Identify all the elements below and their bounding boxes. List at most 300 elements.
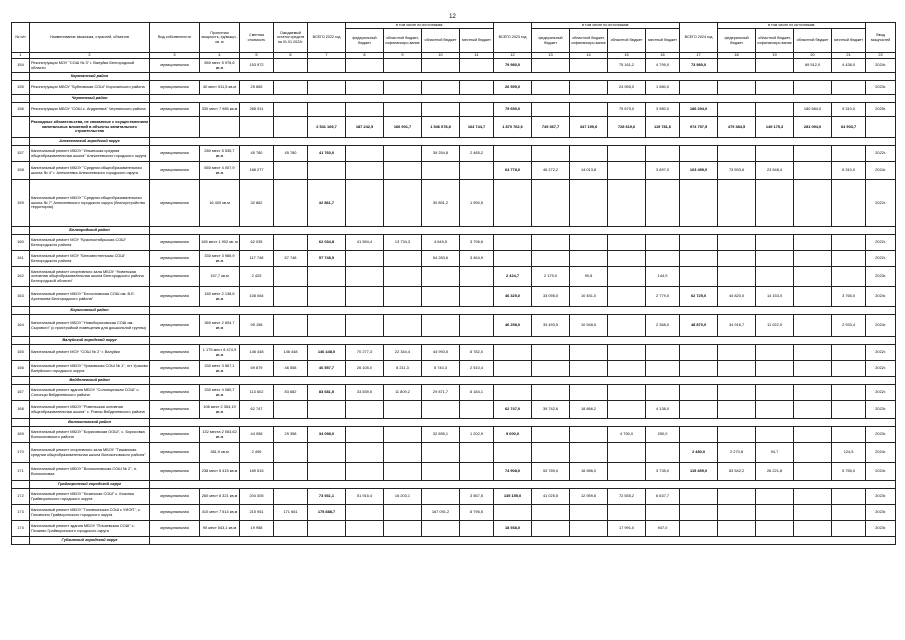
summary-cell: 64 903,7	[832, 117, 866, 138]
table-cell	[832, 361, 866, 377]
table-cell: 9 310,0	[832, 103, 866, 117]
section-num-cell	[12, 307, 30, 315]
table-cell	[422, 59, 460, 73]
table-cell: муниципальная	[150, 162, 200, 180]
table-header	[12, 23, 896, 59]
section-num-cell	[12, 227, 30, 235]
summary-cell: 728 619,6	[608, 117, 646, 138]
table-cell: муниципальная	[150, 235, 200, 251]
table-cell	[494, 235, 532, 251]
table-cell: 32 861,7	[308, 180, 346, 227]
table-cell: 2024г.	[866, 59, 896, 73]
table-cell	[532, 361, 570, 377]
table-cell	[680, 505, 718, 521]
table-cell	[608, 235, 646, 251]
table-cell	[494, 146, 532, 162]
table-cell	[680, 521, 718, 537]
table-cell	[384, 103, 422, 117]
summary-cell: 164 744,7	[460, 117, 494, 138]
table-cell: 62 725,0	[680, 287, 718, 307]
table-cell	[460, 443, 494, 463]
table-cell: 12 959,6	[570, 489, 608, 505]
table-cell	[274, 103, 308, 117]
table-cell: 947,0	[646, 521, 680, 537]
table-cell	[570, 180, 608, 227]
table-cell	[608, 180, 646, 227]
table-cell	[570, 521, 608, 537]
table-cell	[346, 180, 384, 227]
table-row	[12, 162, 896, 180]
table-cell	[422, 315, 460, 337]
table-cell: 2022г.	[866, 345, 896, 361]
table-cell	[308, 401, 346, 419]
table-cell: муниципальная	[150, 443, 200, 463]
column-number: 9	[384, 53, 422, 59]
column-number: 12	[494, 53, 532, 59]
section-row	[12, 307, 896, 315]
table-cell	[346, 251, 384, 267]
table-row	[12, 401, 896, 419]
table-cell: 90,8	[570, 267, 608, 287]
table-cell: 153 972	[240, 59, 274, 73]
column-number: 17	[680, 53, 718, 59]
table-cell: 62 747	[240, 401, 274, 419]
row-number: 164	[12, 315, 30, 337]
row-number: 174	[12, 521, 30, 537]
table-row	[12, 59, 896, 73]
table-cell	[608, 385, 646, 401]
table-cell	[718, 146, 756, 162]
table-cell	[308, 267, 346, 287]
table-cell: 175 888,7	[308, 505, 346, 521]
table-cell	[718, 267, 756, 287]
table-cell	[532, 103, 570, 117]
section-num-cell	[12, 73, 30, 81]
table-cell: 26 595,0	[494, 81, 532, 95]
table-cell	[384, 401, 422, 419]
table-cell: 650 мест 4 007,9 кв.м	[200, 162, 240, 180]
table-row	[12, 267, 896, 287]
table-cell: 2023г.	[866, 81, 896, 95]
table-cell	[570, 103, 608, 117]
section-filler	[150, 227, 896, 235]
table-cell	[756, 103, 794, 117]
row-number: 170	[12, 443, 30, 463]
table-cell	[608, 315, 646, 337]
table-cell	[794, 385, 832, 401]
section-title: Грайворонский городской округ	[30, 481, 150, 489]
table-cell: 14 013,8	[570, 162, 608, 180]
table-cell	[608, 463, 646, 481]
summary-title: Расходные обязательства, не связанные с осуществлением капитальных вложений в объекты капитального строительства	[30, 117, 150, 138]
table-cell: 3 735,0	[646, 463, 680, 481]
column-number: 8	[346, 53, 384, 59]
table-cell	[460, 315, 494, 337]
table-cell: 57 748,5	[308, 251, 346, 267]
column-number: 22	[866, 53, 896, 59]
table-cell	[570, 59, 608, 73]
column-number: 11	[460, 53, 494, 59]
table-cell	[718, 59, 756, 73]
table-cell: 124,5	[832, 443, 866, 463]
table-cell	[608, 401, 646, 419]
table-cell: 330 мест 3 985,9 кв.м	[200, 251, 240, 267]
table-cell	[680, 489, 718, 505]
object-name: Реконструкция МБОУ "СОШ с. Андреевка" Чернянского района	[30, 103, 150, 117]
table-row	[12, 521, 896, 537]
table-cell: 73 931,1	[308, 489, 346, 505]
table-cell: 46 325,0	[494, 287, 532, 307]
header-obl-2022: областной бюджет	[422, 29, 460, 53]
table-cell	[532, 345, 570, 361]
table-cell	[494, 345, 532, 361]
table-cell: 330 мест 4 080,7 кв.м	[200, 385, 240, 401]
row-number: 167	[12, 385, 30, 401]
object-name: Капитальный ремонт МБОУ "Новоборисовская СОШ им. Сырового" (с пристройкой помещения для дошкольной группы)	[30, 315, 150, 337]
summary-cell: 2 541 169,7	[308, 117, 346, 138]
table-cell	[794, 427, 832, 443]
table-cell	[274, 59, 308, 73]
table-cell: 41 025,5	[532, 489, 570, 505]
table-cell: 3 897,0	[646, 162, 680, 180]
table-cell	[718, 385, 756, 401]
table-cell	[570, 235, 608, 251]
section-row	[12, 73, 896, 81]
table-cell: 29 358	[274, 427, 308, 443]
table-cell	[384, 146, 422, 162]
header-obl-2023: областной бюджет	[608, 29, 646, 53]
table-cell	[832, 235, 866, 251]
table-cell: 2023г.	[866, 267, 896, 287]
row-number: 172	[12, 489, 30, 505]
table-cell	[756, 361, 794, 377]
table-cell	[494, 361, 532, 377]
section-filler	[150, 537, 896, 545]
table-cell	[608, 443, 646, 463]
table-cell	[646, 180, 680, 227]
column-number: 10	[422, 53, 460, 59]
table-cell	[794, 81, 832, 95]
table-cell: 2025г.	[866, 103, 896, 117]
section-title: Корочанский район	[30, 73, 150, 81]
table-cell	[422, 489, 460, 505]
table-cell	[274, 463, 308, 481]
table-cell	[422, 162, 460, 180]
table-cell	[756, 401, 794, 419]
table-cell	[794, 505, 832, 521]
table-cell	[794, 361, 832, 377]
header-commission: Ввод мощностей	[866, 23, 896, 53]
table-cell	[832, 505, 866, 521]
table-cell	[384, 427, 422, 443]
table-cell	[532, 180, 570, 227]
table-cell	[274, 489, 308, 505]
table-cell	[532, 385, 570, 401]
table-cell	[680, 180, 718, 227]
table-cell	[308, 521, 346, 537]
section-filler	[150, 95, 896, 103]
column-number: 1	[12, 53, 30, 59]
table-cell	[608, 162, 646, 180]
header-obl-cofin-2024: областной бюджет, софинансиро-вание	[756, 29, 794, 53]
table-cell	[274, 401, 308, 419]
column-number: 6	[274, 53, 308, 59]
object-name: Капитальный ремонт МОУ "Беломестненская СОШ" Белгородского района	[30, 251, 150, 267]
column-number: 19	[756, 53, 794, 59]
table-cell: 4 138,0	[646, 401, 680, 419]
table-cell: 106 мест 2 354,19 кв.м	[200, 401, 240, 419]
table-cell	[570, 385, 608, 401]
table-cell	[274, 235, 308, 251]
table-row	[12, 251, 896, 267]
table-cell: муниципальная	[150, 385, 200, 401]
table-cell	[460, 401, 494, 419]
section-num-cell	[12, 377, 30, 385]
table-cell: 94,7	[756, 443, 794, 463]
table-cell: 46 272,2	[532, 162, 570, 180]
section-row	[12, 419, 896, 427]
table-cell	[494, 505, 532, 521]
section-row	[12, 227, 896, 235]
table-cell: 10 451,0	[570, 287, 608, 307]
summary-cell: 119 781,6	[646, 117, 680, 138]
section-title: Губкинский городской округ	[30, 537, 150, 545]
table-cell	[646, 235, 680, 251]
table-cell: 40 мест 511,5 кв.м	[200, 81, 240, 95]
table-cell	[832, 489, 866, 505]
section-filler	[150, 481, 896, 489]
table-cell	[274, 267, 308, 287]
section-title: Алексеевский городской округ	[30, 138, 150, 146]
table-cell: 260 мест 6 321 кв.м	[200, 489, 240, 505]
section-title: Борисовский район	[30, 307, 150, 315]
table-cell	[384, 162, 422, 180]
table-cell: 83 681,5	[308, 385, 346, 401]
table-cell	[608, 361, 646, 377]
table-cell	[756, 385, 794, 401]
table-cell	[680, 385, 718, 401]
section-row	[12, 337, 896, 345]
table-cell: 146 448	[274, 345, 308, 361]
table-cell: 2022г.	[866, 235, 896, 251]
table-cell	[570, 146, 608, 162]
section-row	[12, 138, 896, 146]
table-cell: муниципальная	[150, 251, 200, 267]
table-cell	[680, 427, 718, 443]
table-cell	[422, 401, 460, 419]
header-sources-2022: в том числе по источникам:	[346, 23, 494, 29]
table-cell	[532, 427, 570, 443]
summary-cell: 749 367,7	[532, 117, 570, 138]
table-cell	[794, 180, 832, 227]
table-cell: 2023г.	[866, 521, 896, 537]
object-name: Капитальный ремонт МБОУ "Головчинская СОШ с УИОП", с. Головчино Грайворонского городского округа	[30, 505, 150, 521]
table-cell: 186 294,0	[680, 103, 718, 117]
table-cell	[646, 443, 680, 463]
table-cell	[346, 463, 384, 481]
table-cell	[794, 162, 832, 180]
section-num-cell	[12, 481, 30, 489]
section-filler	[150, 419, 896, 427]
table-cell: 6 637,7	[646, 489, 680, 505]
table-cell: 157,7 кв.м	[200, 267, 240, 287]
table-cell	[384, 521, 422, 537]
table-cell: 45 780	[240, 146, 274, 162]
table-cell: 23 548,4	[756, 162, 794, 180]
table-cell: 33 493,5	[532, 315, 570, 337]
table-cell: 62 035	[240, 235, 274, 251]
table-cell: 165 мест 1 902 кв. м	[200, 235, 240, 251]
table-cell	[794, 463, 832, 481]
table-row	[12, 361, 896, 377]
table-cell	[346, 267, 384, 287]
table-cell	[570, 345, 608, 361]
column-number: 3	[150, 53, 200, 59]
table-cell	[570, 505, 608, 521]
section-filler	[150, 138, 896, 146]
table-cell: 3 796,6	[460, 235, 494, 251]
table-cell: 8 184,1	[460, 385, 494, 401]
table-cell: муниципальная	[150, 463, 200, 481]
table-cell: 25 665	[240, 81, 274, 95]
table-cell	[646, 345, 680, 361]
table-cell: 330 мест 7 985 кв.м	[200, 103, 240, 117]
table-cell: 33 839,5	[346, 385, 384, 401]
row-number: 154	[12, 59, 30, 73]
summary-cell: 149 175,3	[756, 117, 794, 138]
header-fed-2024: федеральный бюджет	[718, 29, 756, 53]
table-cell: 90 мест 543,1 кв.м	[200, 521, 240, 537]
header-cost: Сметная стоимость	[240, 23, 274, 53]
section-num-cell	[12, 95, 30, 103]
table-cell: 24 955,0	[608, 81, 646, 95]
table-cell: муниципальная	[150, 401, 200, 419]
object-name: Капитальный ремонт МБОУ "Средняя общеобразовательная школа № 4" г. Алексеевка Алексеевского городского округа	[30, 162, 150, 180]
table-cell: 34 098,0	[308, 427, 346, 443]
table-cell: 215 951	[240, 505, 274, 521]
table-row	[12, 489, 896, 505]
table-cell: 1 990,5	[460, 180, 494, 227]
table-cell: 103 499,0	[680, 162, 718, 180]
table-cell: 167 091,2	[422, 505, 460, 521]
table-cell: 46 558	[274, 361, 308, 377]
table-cell: 204 305	[240, 489, 274, 505]
table-cell: 17 991,0	[608, 521, 646, 537]
table-cell	[346, 103, 384, 117]
table-cell: 95 158	[240, 315, 274, 337]
section-row	[12, 95, 896, 103]
table-cell: 330 мест 3 567,1 кв.м	[200, 361, 240, 377]
summary-cell	[150, 117, 200, 138]
table-body	[12, 59, 896, 545]
table-cell	[460, 103, 494, 117]
table-cell	[756, 59, 794, 73]
row-number: 156	[12, 103, 30, 117]
table-cell	[718, 401, 756, 419]
summary-cell: 166 901,7	[384, 117, 422, 138]
table-cell: 2 179,0	[532, 267, 570, 287]
table-cell: 69 879	[240, 361, 274, 377]
table-cell	[460, 521, 494, 537]
table-cell	[832, 385, 866, 401]
table-cell	[308, 443, 346, 463]
table-cell	[794, 345, 832, 361]
table-cell: 2 270,8	[718, 443, 756, 463]
table-cell: 381,9 кв.м	[200, 443, 240, 463]
table-cell: 171 661	[274, 505, 308, 521]
table-cell: 2023г.	[866, 505, 896, 521]
table-cell: 8 211,3	[384, 361, 422, 377]
table-cell: 2022г.	[866, 146, 896, 162]
summary-cell	[274, 117, 308, 138]
table-cell	[794, 287, 832, 307]
object-name: Капитальный ремонт здания МБОУ "Почаевская СОШ" с. Почаево Грайворонского городского округа	[30, 521, 150, 537]
table-cell	[794, 489, 832, 505]
header-local-2022: местный бюджет	[460, 29, 494, 53]
table-cell	[680, 251, 718, 267]
table-cell	[832, 521, 866, 537]
table-cell	[346, 505, 384, 521]
table-cell: 1 175 мест 8 474,9 кв.м	[200, 345, 240, 361]
table-cell	[274, 287, 308, 307]
table-cell: 2023г.	[866, 427, 896, 443]
table-cell	[384, 59, 422, 73]
table-cell: 189 515	[240, 463, 274, 481]
table-cell	[384, 251, 422, 267]
table-cell	[832, 401, 866, 419]
table-cell: 51 915,4	[346, 489, 384, 505]
row-number: 163	[12, 287, 30, 307]
table-cell	[794, 521, 832, 537]
table-cell: 10 948,5	[570, 315, 608, 337]
table-cell	[384, 505, 422, 521]
section-title: Вейделевский район	[30, 377, 150, 385]
table-cell: муниципальная	[150, 315, 200, 337]
table-cell: 3 567,5	[460, 489, 494, 505]
table-cell	[274, 521, 308, 537]
table-cell: 2024г.	[866, 315, 896, 337]
table-cell	[532, 443, 570, 463]
table-cell: 280 мест 5 535,7 кв.м	[200, 146, 240, 162]
table-cell	[608, 146, 646, 162]
section-row	[12, 481, 896, 489]
table-cell: 41 554,4	[346, 235, 384, 251]
table-cell	[718, 251, 756, 267]
table-cell: муниципальная	[150, 287, 200, 307]
header-name: Наименование заказчика, отраслей, объектов	[30, 23, 150, 53]
table-cell: 115 459,0	[680, 463, 718, 481]
table-cell	[570, 361, 608, 377]
table-cell: 850 мест 5 976,6 кв.м	[200, 59, 240, 73]
table-cell: 70 277,3	[346, 345, 384, 361]
summary-cell: 974 757,5	[680, 117, 718, 138]
table-cell: 41 760,0	[308, 146, 346, 162]
table-cell: 18 938,0	[494, 521, 532, 537]
header-total-2022: ВСЕГО 2022 год	[308, 23, 346, 53]
table-cell: 8 796,5	[460, 505, 494, 521]
table-cell	[384, 315, 422, 337]
table-cell: 62 747,0	[494, 401, 532, 419]
table-cell	[346, 146, 384, 162]
header-obl-cofin-2022: областной бюджет, софинансиро-вание	[384, 29, 422, 53]
table-cell	[718, 235, 756, 251]
table-cell: 117 748	[240, 251, 274, 267]
object-name: Капитальный ремонт МБОУ "Уразовская СОШ № 1", пгт Уразово Валуйского городского округа	[30, 361, 150, 377]
table-cell	[346, 315, 384, 337]
table-cell	[756, 489, 794, 505]
table-cell: 250,0	[646, 427, 680, 443]
header-fed-2022: федеральный бюджет	[346, 29, 384, 53]
